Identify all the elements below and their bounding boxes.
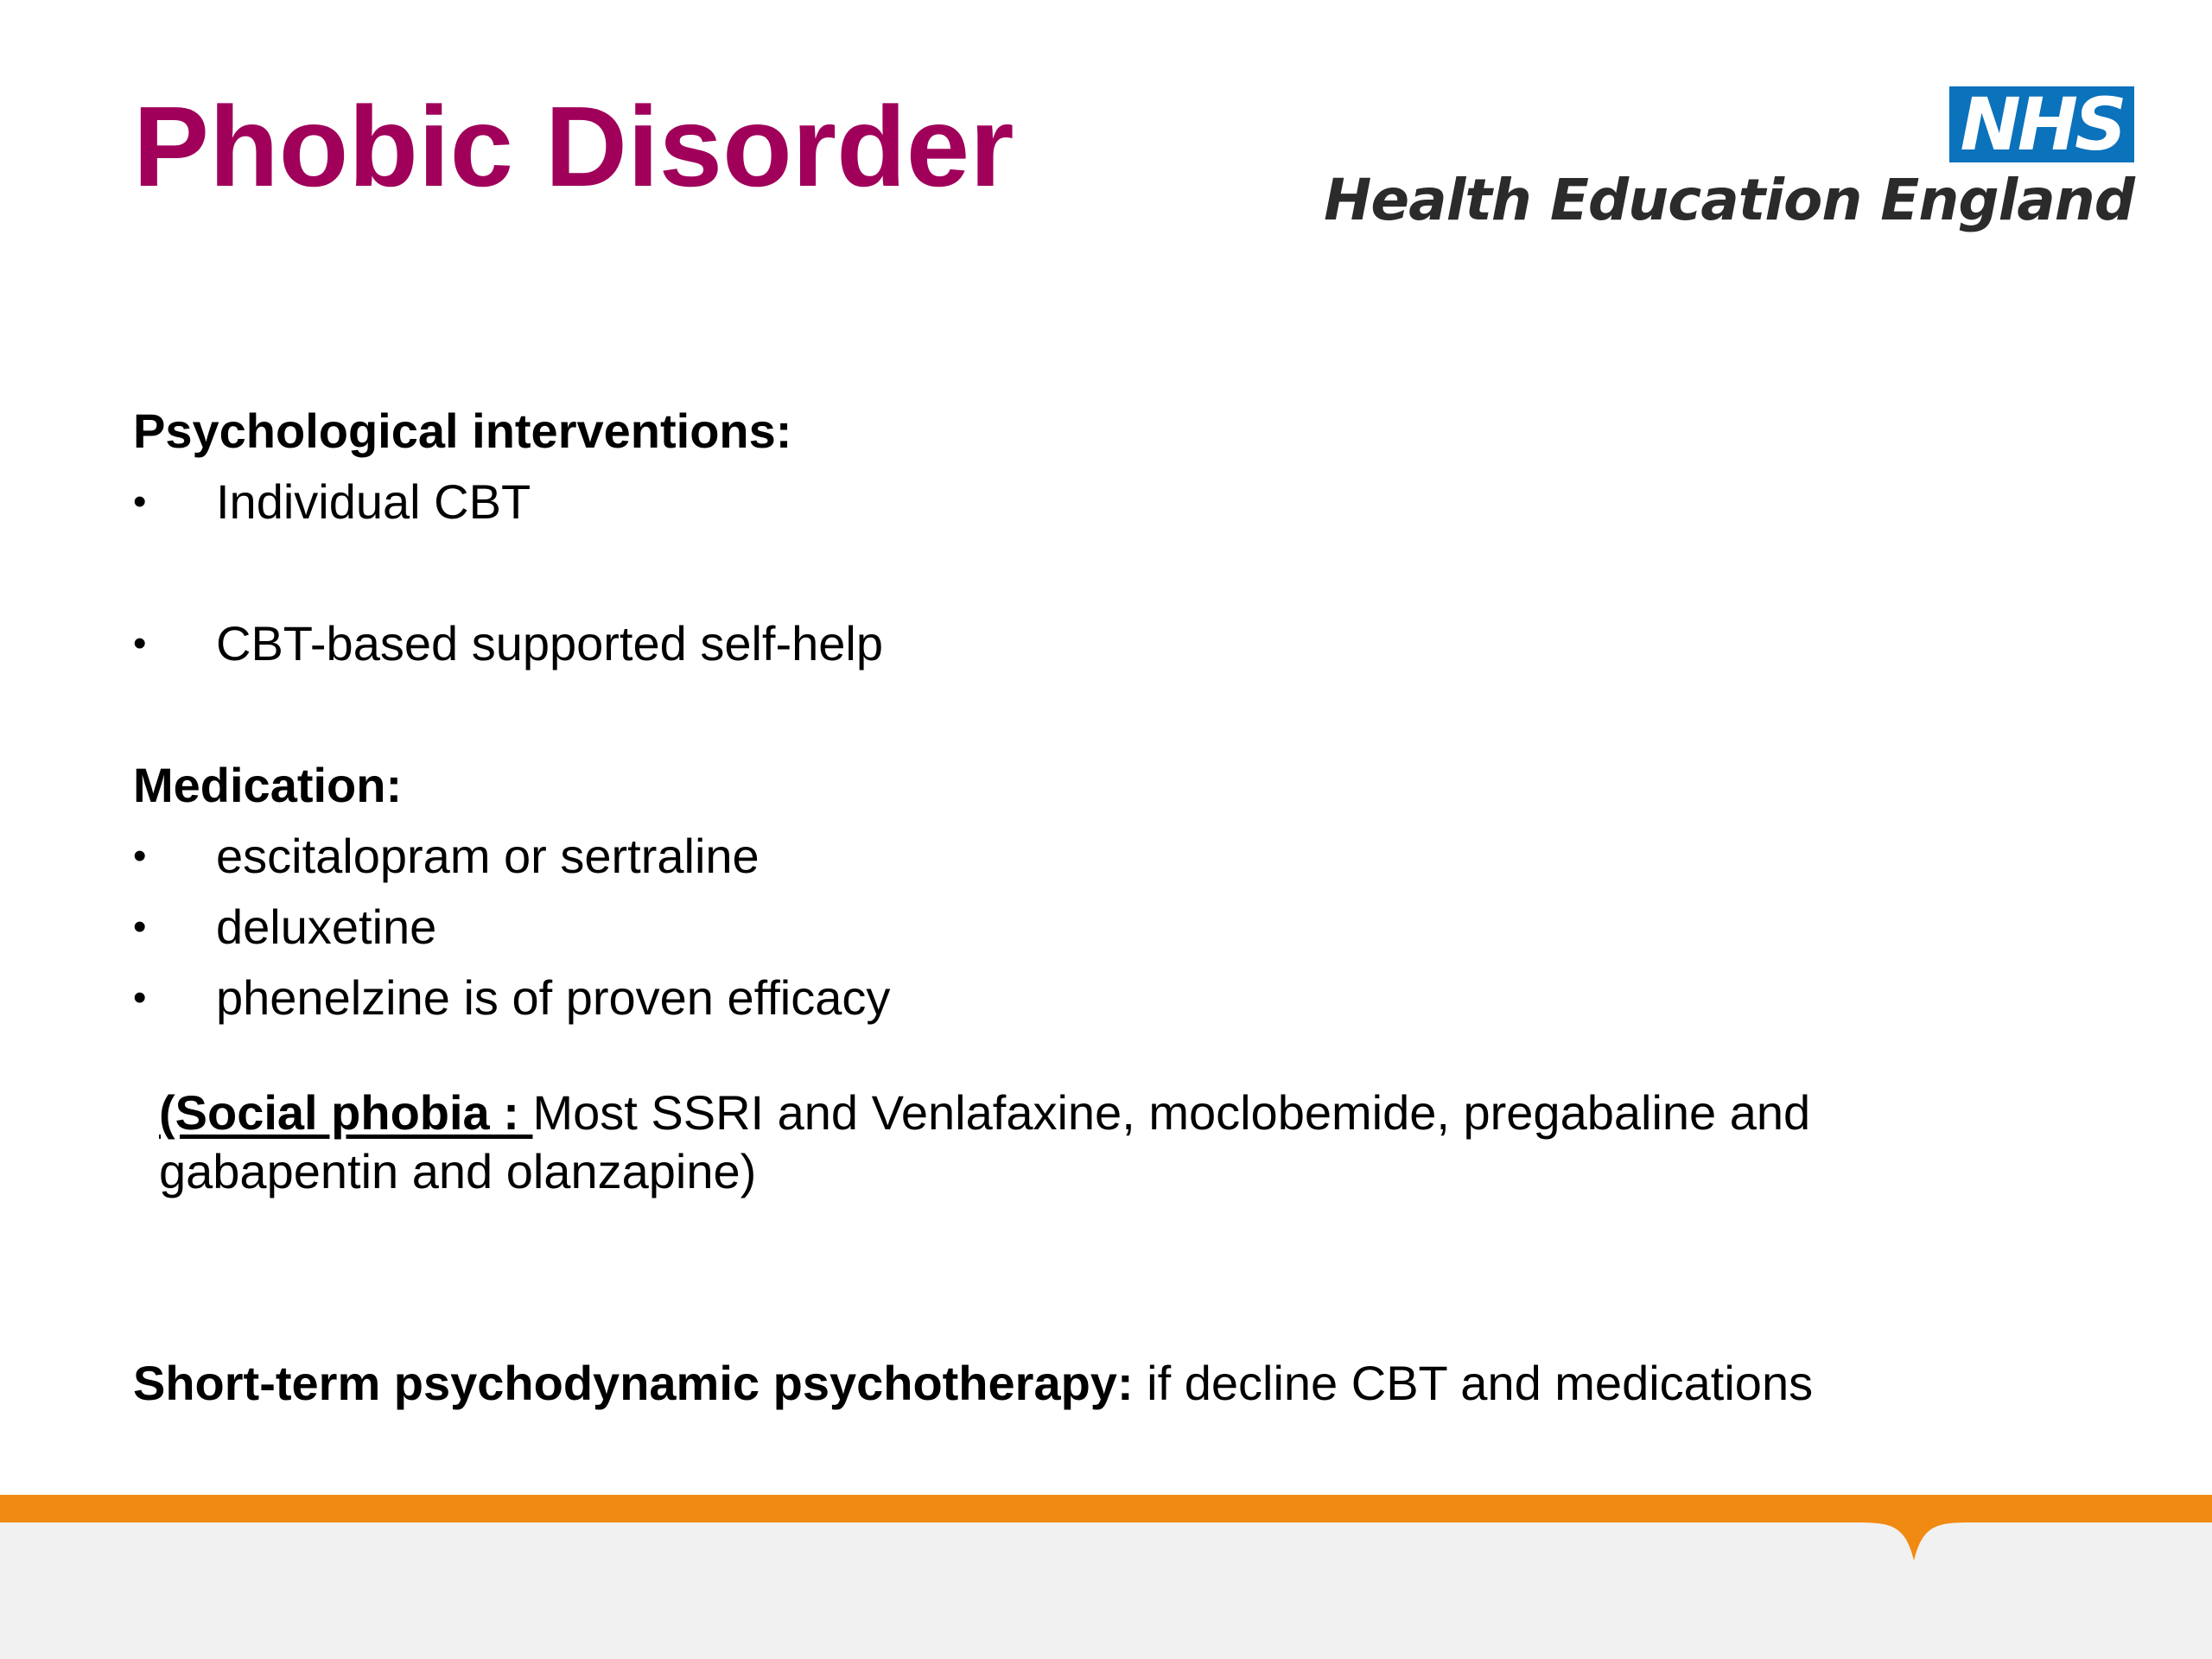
psychological-interventions-list [133, 467, 2120, 679]
bullet-icon: • [133, 622, 147, 664]
list-item-text: CBT-based supported self-help [216, 616, 883, 671]
short-term-text: if decline CBT and medications [1133, 1356, 1814, 1410]
slide-content [133, 396, 2120, 1419]
medication-heading: Medication: [133, 758, 403, 812]
bullet-icon: • [133, 906, 147, 948]
list-item [133, 821, 2120, 892]
social-phobia-text: Most SSRI and Venlafaxine, moclobemide, pregabaline and gabapentin and olanzapine) [159, 1085, 1811, 1198]
list-item-text: phenelzine is of proven efficacy [216, 970, 891, 1025]
footer-notch-icon [1858, 1522, 1970, 1560]
list-item [133, 892, 2120, 963]
list-item [133, 608, 2120, 679]
bullet-icon: • [133, 835, 147, 877]
psychological-interventions-heading: Psychological interventions: [133, 404, 792, 458]
bullet-icon: • [133, 976, 147, 1019]
short-term-label: Short-term psychodynamic psychotherapy: [133, 1356, 1134, 1410]
short-term-psychotherapy [133, 1348, 2120, 1419]
footer-orange-stripe [0, 1495, 2212, 1522]
section-spacer [133, 1033, 2120, 1084]
list-item-text: deluxetine [216, 899, 437, 954]
list-spacer [133, 537, 2120, 608]
nhs-logo-box: NHS [1949, 86, 2134, 162]
list-item-text: escitalopram or sertraline [216, 829, 760, 883]
social-phobia-note [133, 1084, 1956, 1201]
bullet-icon: • [133, 480, 147, 523]
page-title: Phobic Disorder [133, 83, 1014, 210]
list-item [133, 467, 2120, 537]
medication-list [133, 821, 2120, 1033]
nhs-hee-logo [1324, 86, 2134, 242]
section-spacer [133, 1201, 2120, 1348]
social-phobia-label: (Social phobia : [159, 1085, 533, 1140]
list-item-text: Individual CBT [216, 474, 531, 529]
section-spacer [133, 679, 2120, 750]
list-item [133, 963, 2120, 1033]
organisation-name: Health Education England [1324, 167, 2134, 233]
